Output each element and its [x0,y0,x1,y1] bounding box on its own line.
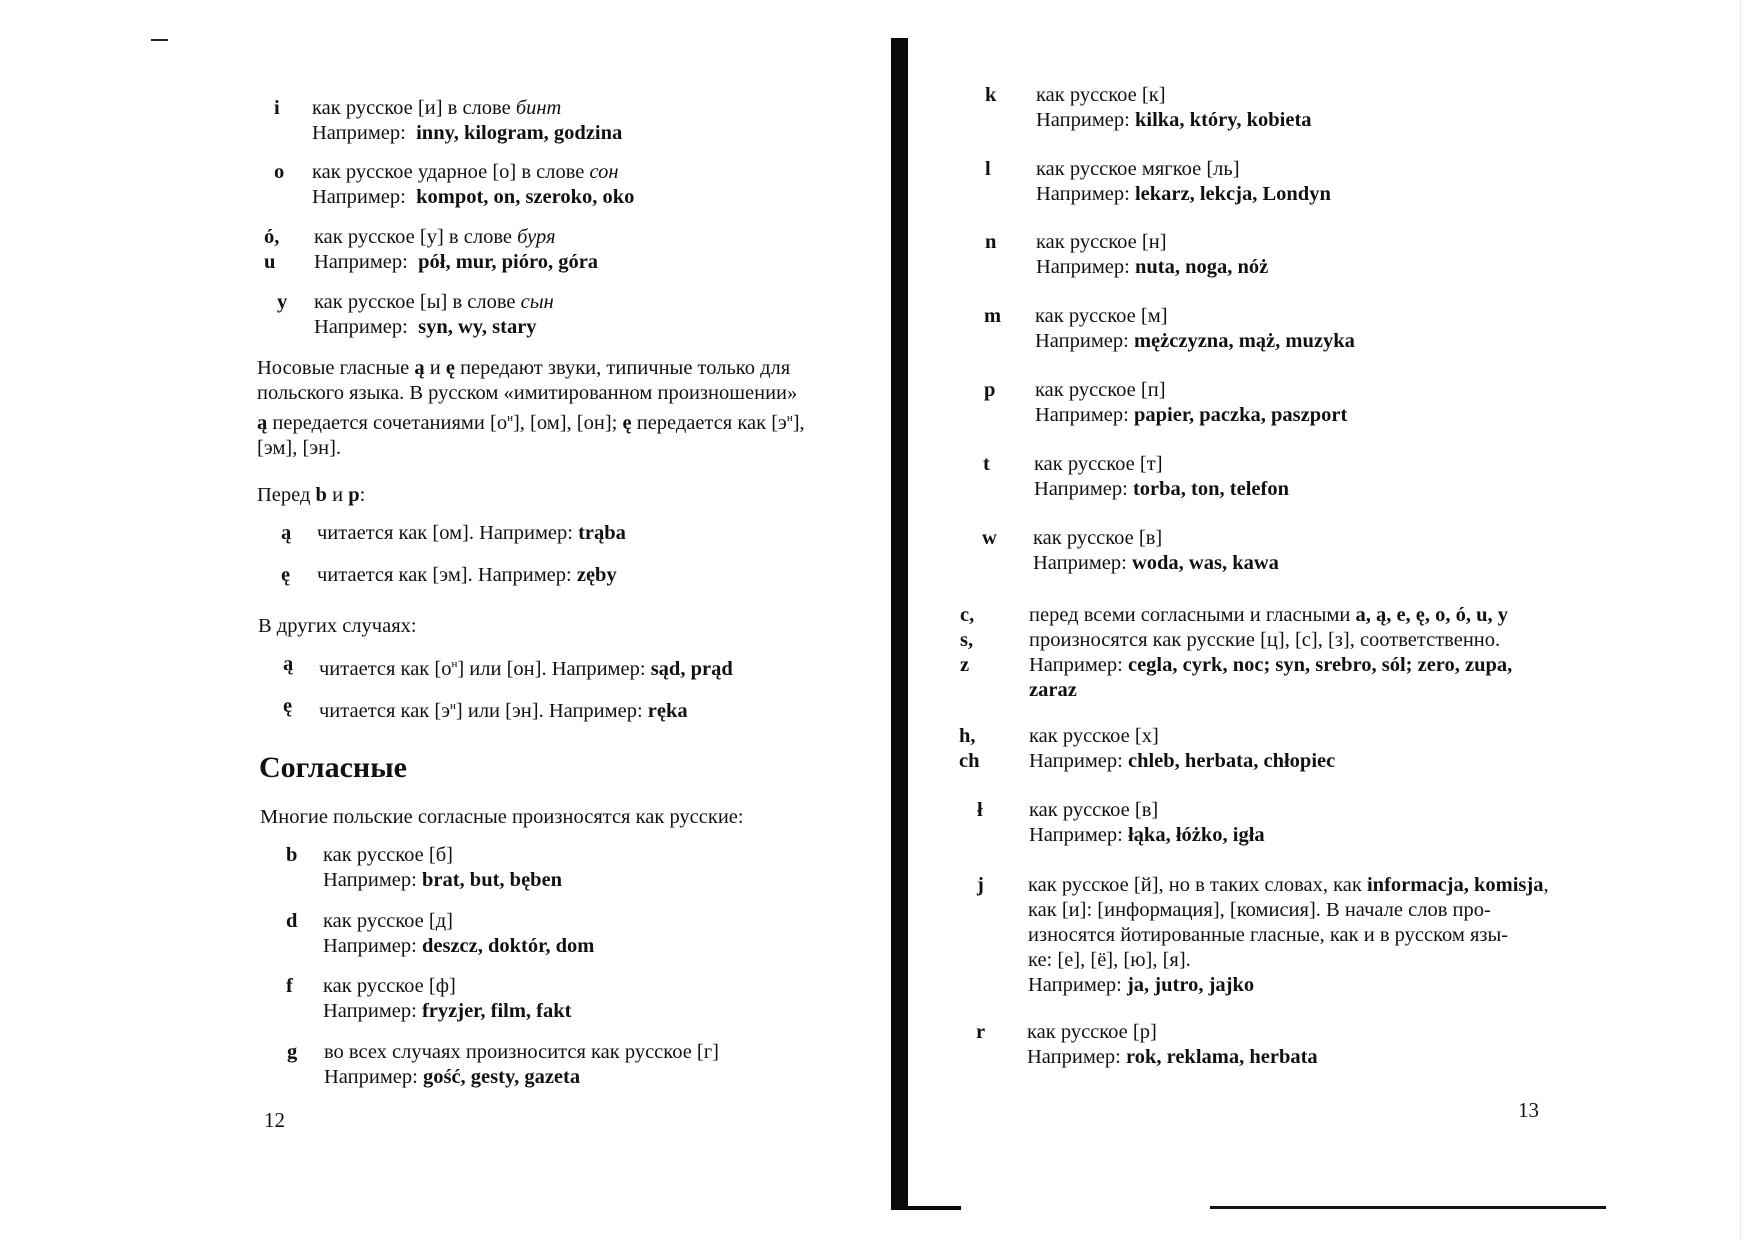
text: : [359,484,366,506]
example-words: cegla, cyrk, noc; syn, srebro, sól; zero, zupa, [1127,654,1513,676]
example-label: Например: [1028,974,1127,996]
entry-desc: как русское [м] [1035,305,1168,327]
nasal-e: ę [622,411,632,434]
letter-p: p [348,484,360,506]
letter-b: b [315,484,327,506]
entry-letter: r [976,1021,986,1043]
example-words: łąka, łóżko, igła [1127,824,1265,846]
entry-desc: как русское мягкое [ль] [1036,158,1240,180]
example-words: kilka, który, kobieta [1134,109,1312,131]
example-label: Например: [314,251,408,273]
entry-letter: ó, u [264,226,280,273]
entry-letter: y [277,291,288,313]
example-label: Например: [1036,256,1135,278]
text: передается как [э [631,411,787,434]
rule-text: ] или [он]. Например: [457,657,651,680]
page-number-left: 12 [264,1108,285,1132]
example-words: lekarz, lekcja, Londyn [1134,183,1331,205]
example-words: nuta, noga, nóż [1134,256,1269,278]
example-words: rok, reklama, herbata [1125,1046,1318,1068]
entry-desc: как русское [х] [1029,725,1159,747]
example-label: Например: [1035,330,1134,352]
example-label: Например: [1036,183,1135,205]
entry-letter: t [983,453,990,475]
right-page: k как русское [к] Например: kilka, który, kobieta l как русское мягкое [ль] Например: lekarz, lekcja, Londyn n как русское [н] Например: nuta, noga, nóż m как русское [м] Например: mężczyzna, mąż, muzyka p как русское [п] Например: papier, paczka, paszport t как русское [т] Например: torba, ton, telefon w как русское [в] Например: woda, was, kawa c, s, z перед всеми согласными и гласными a, ą, e, ę, o, ó, u, y произносятся как русские [ц], [с], [з], соответственно. Например: cegla, cyrk, noc; syn, srebro, sól; zero, zupa, zaraz h, ch как русское [х] Например: chleb, herbata, chłopiec ł как русское [в] Например: łąka, łóżko, igła j как русское [й], но в таких словах, как informacja, komisja, как [и]: [информация], [комисия]. В начале слов про- износятся йотированные гласные, как и в русском язы- ке: [е], [ё], [ю], [я]. Например: ja, jutro, jajko r как русское [р] Например: rok, reklama, herbata 13 [959,84,1549,1122]
page-number-right: 13 [1518,1098,1539,1122]
superscript: н [450,700,456,712]
example-label: Например: [1034,478,1133,500]
example-words: deszcz, doktór, dom [421,935,595,957]
before-bp-label [257,483,365,508]
entry-letter: ę [281,564,291,586]
entry-letter: j [977,874,984,896]
vowel-list: a, ą, e, ę, o, ó, u, y [1355,604,1509,626]
entry-desc: как русское [б] [323,844,453,866]
text: [эм], [эн]. [257,436,342,459]
example-label: Например: [323,1000,422,1022]
rule-text: ] или [эн]. Например: [455,699,648,722]
text: ], [792,411,805,434]
example-words: brat, but, bęben [421,869,563,891]
consonants-heading: Согласные [259,751,407,784]
entry-desc: износятся йотированные гласные, как и в русском язы- [1028,924,1509,946]
example-words: ręka [647,699,688,722]
example-words: zaraz [1029,679,1077,701]
entry-desc: как русское [н] [1036,231,1167,253]
entry-letter: m [984,305,1002,327]
entry-letter: c, s, z [960,604,975,676]
example-label: Например: [323,869,422,891]
superscript: н [507,412,513,424]
example-label: Например: [1033,552,1132,574]
entry-letter: l [985,158,991,180]
example-label: Например: [1029,824,1128,846]
entry-desc: как русское [т] [1034,453,1163,475]
entry-letter: p [984,379,996,401]
text: Перед [257,484,316,506]
example-words: papier, paczka, paszport [1133,404,1348,426]
entry-desc: как русское [п] [1035,379,1166,401]
entry-letter: w [982,527,997,549]
entry-word: буря [517,226,556,248]
example-words: syn, wy, stary [418,316,537,338]
example-words: woda, was, kawa [1131,552,1279,574]
example-words: kompot, on, szeroko, oko [416,186,635,208]
entry-desc: как [и]: [информация], [комисия]. В начале слов про- [1028,899,1491,921]
text: ], [ом], [он]; [512,411,623,434]
entry-desc: во всех случаях произносится как русское [г] [324,1041,719,1063]
entry-desc: как русское [в] [1029,799,1159,821]
entry-desc: произносятся как русские [ц], [с], [з], соответственно. [1029,629,1501,651]
entry-letter: ę [283,695,293,717]
entry-desc: как русское [у] в слове [314,226,518,248]
entry-desc: как русское [и] в слове [312,97,516,119]
text: передают звуки, типичные только для [454,357,791,379]
entry-letter: ą [281,522,292,544]
rule-text: читается как [ом]. Например: [317,522,579,544]
example-label: Например: [314,316,408,338]
example-label: Например: [1027,1046,1126,1068]
entry-word: сын [520,291,554,313]
entry-desc: как русское [й], но в таких словах, как [1028,874,1367,896]
entry-word: бинт [515,97,562,119]
text: и [326,484,349,506]
entry-letter: ł [977,799,983,821]
entry-letter: n [985,231,997,253]
example-words: sąd, prąd [650,657,733,680]
consonants-intro: Многие польские согласные произносятся как русские: [260,806,744,828]
nasal-a: ą [414,357,425,379]
example-words: trąba [578,522,626,544]
other-cases-label: В других случаях: [258,615,417,637]
example-label: Например: [312,186,406,208]
entry-letter: o [274,161,285,183]
entry-desc: как русское [к] [1036,84,1166,106]
entry-word: сон [589,161,619,183]
entry-letter: g [287,1041,298,1063]
text: передается сочетаниями [о [267,411,508,434]
example-label: Например: [323,935,422,957]
example-words: inny, kilogram, godzina [416,122,623,144]
entry-letter: h, ch [959,725,980,772]
example-words: mężczyzna, mąż, muzyka [1133,330,1355,352]
nasal-e: ę [445,357,455,379]
entry-desc: как русское [д] [323,910,453,932]
entry-desc: как русское ударное [о] в слове [312,161,590,183]
example-words: chleb, herbata, chłopiec [1127,750,1336,772]
example-label: Например: [1035,404,1134,426]
text: и [424,357,446,379]
superscript: н [786,412,793,424]
example-words: informacja, komisja [1366,874,1544,896]
example-label: Например: [324,1066,423,1088]
entry-desc: как русское [в] [1033,527,1163,549]
entry-letter: ą [283,653,294,675]
example-label: Например: [1029,750,1128,772]
example-label: Например: [312,122,406,144]
superscript: н [451,658,458,670]
rule-text: читается как [э [319,699,451,722]
text: польского языка. В русском «имитированном произношении» [257,382,798,404]
rule-text: читается как [эм]. Например: [317,564,577,586]
nasal-a: ą [257,411,268,434]
example-label: Например: [1029,654,1128,676]
entry-letter: f [286,975,293,997]
example-words: fryzjer, film, fakt [421,1000,572,1022]
entry-desc: как русское [ф] [323,975,456,997]
example-words: zęby [576,564,617,586]
example-label: Например: [1036,109,1135,131]
example-words: pół, mur, pióro, góra [418,251,599,273]
entry-desc: перед всеми согласными и гласными [1029,604,1356,626]
example-words: ja, jutro, jajko [1126,974,1255,996]
nasal-vowels-paragraph [257,356,805,461]
text: Носовые гласные [257,357,415,379]
example-words: gość, gesty, gazeta [422,1066,581,1088]
example-words: torba, ton, telefon [1132,478,1289,500]
entry-desc: как русское [ы] в слове [314,291,521,313]
entry-letter: i [274,97,280,119]
entry-letter: k [985,84,997,106]
entry-letter: b [286,844,298,866]
entry-desc: как русское [р] [1027,1021,1157,1043]
entry-desc: ке: [е], [ё], [ю], [я]. [1028,949,1191,971]
rule-text: читается как [о [319,657,452,680]
entry-letter: d [286,910,298,932]
